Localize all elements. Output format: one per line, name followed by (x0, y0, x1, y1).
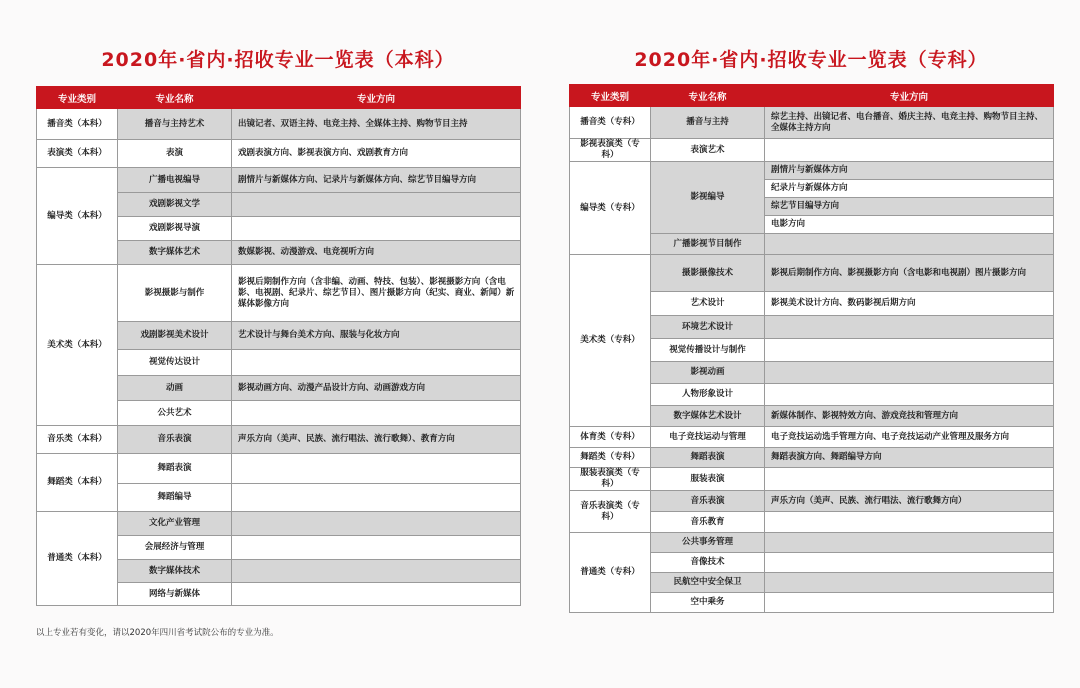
table-row (37, 426, 521, 454)
major-name-cell: 服装表演 (651, 468, 765, 491)
direction-cell: 出镜记者、双语主持、电竞主持、全媒体主持、购物节目主持 (232, 109, 521, 140)
major-name-cell: 影视编导 (651, 162, 765, 234)
direction-cell (765, 339, 1054, 362)
direction-cell: 声乐方向（美声、民族、流行唱法、流行歌舞方向） (765, 491, 1054, 512)
header-direction: 专业方向 (765, 85, 1054, 107)
category-cell: 影视表演类（专科） (570, 139, 651, 162)
direction-cell (232, 350, 521, 376)
table-row (37, 265, 521, 322)
direction-cell (765, 468, 1054, 491)
major-name-cell: 播音与主持艺术 (118, 109, 232, 140)
major-name-cell: 戏剧影视导演 (118, 217, 232, 241)
header-category: 专业类别 (37, 87, 118, 109)
header-direction: 专业方向 (232, 87, 521, 109)
major-name-cell: 舞蹈表演 (651, 448, 765, 468)
category-cell: 普通类（专科） (570, 533, 651, 613)
table-header-row (570, 85, 1054, 107)
major-name-cell: 艺术设计 (651, 292, 765, 316)
major-name-cell: 戏剧影视美术设计 (118, 322, 232, 350)
direction-cell (232, 193, 521, 217)
major-name-cell: 电子竞技运动与管理 (651, 427, 765, 448)
direction-cell (765, 553, 1054, 573)
table-row (37, 168, 521, 193)
table-row (570, 491, 1054, 512)
direction-cell: 剧情片与新媒体方向 (765, 162, 1054, 180)
header-major-name: 专业名称 (651, 85, 765, 107)
table-row (570, 468, 1054, 491)
bachelor-title: 2020年·省内·招收专业一览表（本科） (101, 49, 455, 71)
table-row (570, 139, 1054, 162)
direction-cell: 新媒体制作、影视特效方向、游戏竞技和管理方向 (765, 406, 1054, 427)
direction-cell: 综艺节目编导方向 (765, 198, 1054, 216)
direction-cell (765, 512, 1054, 533)
direction-cell: 电子竞技运动选手管理方向、电子竞技运动产业管理及服务方向 (765, 427, 1054, 448)
direction-cell (232, 401, 521, 426)
table-row (570, 427, 1054, 448)
direction-cell: 声乐方向（美声、民族、流行唱法、流行歌舞）、教育方向 (232, 426, 521, 454)
category-cell: 舞蹈类（本科） (37, 454, 118, 512)
major-name-cell: 会展经济与管理 (118, 536, 232, 560)
major-name-cell: 音像技术 (651, 553, 765, 573)
major-name-cell: 舞蹈表演 (118, 454, 232, 484)
associate-majors-table (569, 84, 1054, 613)
category-cell: 播音类（本科） (37, 109, 118, 140)
table-row (570, 162, 1054, 180)
major-name-cell: 影视摄影与制作 (118, 265, 232, 322)
major-name-cell: 广播影视节目制作 (651, 234, 765, 255)
table-row (37, 140, 521, 168)
table-row (570, 533, 1054, 553)
category-cell: 播音类（专科） (570, 107, 651, 139)
bachelor-majors-table (36, 86, 521, 606)
direction-cell: 综艺主持、出镜记者、电台播音、婚庆主持、电竞主持、购物节目主持、全媒体主持方向 (765, 107, 1054, 139)
direction-cell (232, 484, 521, 512)
major-name-cell: 音乐表演 (118, 426, 232, 454)
major-name-cell: 音乐教育 (651, 512, 765, 533)
direction-cell: 影视后期制作方向（含非编、动画、特技、包装）、影视摄影方向（含电影、电视剧、纪录片、综艺节目）、图片摄影方向（纪实、商业、新闻）新媒体影像方向 (232, 265, 521, 322)
direction-cell (765, 234, 1054, 255)
major-name-cell: 数字媒体艺术设计 (651, 406, 765, 427)
major-name-cell: 戏剧影视文学 (118, 193, 232, 217)
major-name-cell: 播音与主持 (651, 107, 765, 139)
direction-cell: 舞蹈表演方向、舞蹈编导方向 (765, 448, 1054, 468)
category-cell: 美术类（专科） (570, 255, 651, 427)
major-name-cell: 文化产业管理 (118, 512, 232, 536)
category-cell: 服装表演类（专科） (570, 468, 651, 491)
direction-cell: 戏剧表演方向、影视表演方向、戏剧教育方向 (232, 140, 521, 168)
major-name-cell: 公共事务管理 (651, 533, 765, 553)
category-cell: 体育类（专科） (570, 427, 651, 448)
category-cell: 美术类（本科） (37, 265, 118, 426)
major-name-cell: 人物形象设计 (651, 384, 765, 406)
direction-cell (765, 362, 1054, 384)
direction-cell (232, 583, 521, 606)
category-cell: 编导类（专科） (570, 162, 651, 255)
direction-cell (765, 573, 1054, 593)
table-row (37, 512, 521, 536)
direction-cell (765, 533, 1054, 553)
table-header-row (37, 87, 521, 109)
direction-cell: 影视后期制作方向、影视摄影方向（含电影和电视剧）图片摄影方向 (765, 255, 1054, 292)
major-name-cell: 影视动画 (651, 362, 765, 384)
major-name-cell: 数字媒体艺术 (118, 241, 232, 265)
direction-cell (765, 593, 1054, 613)
major-name-cell: 摄影摄像技术 (651, 255, 765, 292)
direction-cell (765, 316, 1054, 339)
table-row (570, 107, 1054, 139)
major-name-cell: 动画 (118, 376, 232, 401)
direction-cell: 影视美术设计方向、数码影视后期方向 (765, 292, 1054, 316)
direction-cell: 剧情片与新媒体方向、记录片与新媒体方向、综艺节目编导方向 (232, 168, 521, 193)
table-row (570, 448, 1054, 468)
major-name-cell: 音乐表演 (651, 491, 765, 512)
direction-cell: 电影方向 (765, 216, 1054, 234)
major-name-cell: 数字媒体技术 (118, 560, 232, 583)
direction-cell: 纪录片与新媒体方向 (765, 180, 1054, 198)
table-row (570, 255, 1054, 292)
direction-cell: 影视动画方向、动漫产品设计方向、动画游戏方向 (232, 376, 521, 401)
major-name-cell: 广播电视编导 (118, 168, 232, 193)
category-cell: 音乐类（本科） (37, 426, 118, 454)
direction-cell (765, 384, 1054, 406)
associate-title: 2020年·省内·招收专业一览表（专科） (634, 49, 988, 71)
major-name-cell: 舞蹈编导 (118, 484, 232, 512)
category-cell: 普通类（本科） (37, 512, 118, 606)
major-name-cell: 表演 (118, 140, 232, 168)
direction-cell: 数媒影视、动漫游戏、电竞视听方向 (232, 241, 521, 265)
direction-cell (232, 217, 521, 241)
table-row (37, 109, 521, 140)
direction-cell (232, 560, 521, 583)
category-cell: 舞蹈类（专科） (570, 448, 651, 468)
major-name-cell: 表演艺术 (651, 139, 765, 162)
direction-cell (765, 139, 1054, 162)
category-cell: 编导类（本科） (37, 168, 118, 265)
table-row (37, 454, 521, 484)
direction-cell (232, 454, 521, 484)
direction-cell (232, 512, 521, 536)
major-name-cell: 空中乘务 (651, 593, 765, 613)
header-major-name: 专业名称 (118, 87, 232, 109)
category-cell: 表演类（本科） (37, 140, 118, 168)
major-name-cell: 视觉传播设计与制作 (651, 339, 765, 362)
category-cell: 音乐表演类（专科） (570, 491, 651, 533)
footnote: 以上专业若有变化，请以2020年四川省考试院公布的专业为准。 (36, 628, 279, 638)
major-name-cell: 民航空中安全保卫 (651, 573, 765, 593)
major-name-cell: 公共艺术 (118, 401, 232, 426)
major-name-cell: 网络与新媒体 (118, 583, 232, 606)
direction-cell (232, 536, 521, 560)
major-name-cell: 视觉传达设计 (118, 350, 232, 376)
major-name-cell: 环境艺术设计 (651, 316, 765, 339)
header-category: 专业类别 (570, 85, 651, 107)
direction-cell: 艺术设计与舞台美术方向、服装与化妆方向 (232, 322, 521, 350)
